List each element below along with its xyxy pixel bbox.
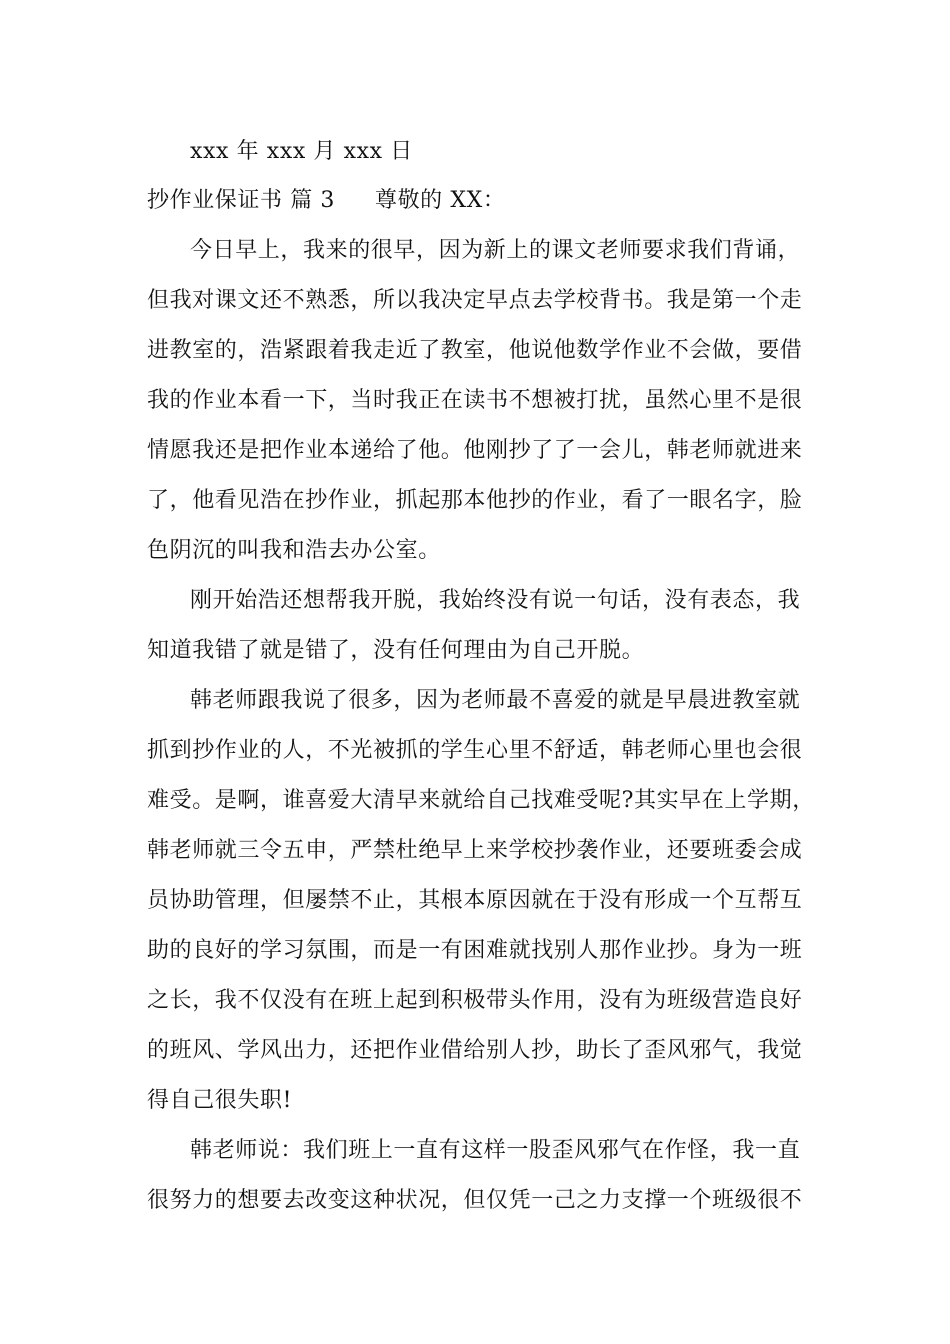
paragraph-1-line-4: 我的作业本看一下，当时我正在读书不想被打扰，虽然心里不是很 bbox=[147, 388, 803, 413]
heading-line bbox=[147, 187, 807, 215]
salutation: 尊敬的 XX： bbox=[374, 188, 506, 213]
paragraph-4-line-1: 韩老师说：我们班上一直有这样一股歪风邪气在作怪，我一直 bbox=[190, 1138, 801, 1163]
date-line: xxx 年 xxx 月 xxx 日 bbox=[190, 139, 413, 164]
paragraph-3-line-3: 难受。是啊，谁喜爱大清早来就给自己找难受呢?其实早在上学期， bbox=[147, 788, 815, 813]
paragraph-1-line-2: 但我对课文还不熟悉，所以我决定早点去学校背书。我是第一个走 bbox=[147, 288, 803, 313]
paragraph-3-line-7: 之长，我不仅没有在班上起到积极带头作用，没有为班级营造良好 bbox=[147, 988, 803, 1013]
paragraph-3-line-8: 的班风、学风出力，还把作业借给别人抄，助长了歪风邪气，我觉 bbox=[147, 1038, 803, 1063]
paragraph-2-line-2: 知道我错了就是错了，没有任何理由为自己开脱。 bbox=[147, 638, 645, 663]
paragraph-3-line-1: 韩老师跟我说了很多，因为老师最不喜爱的就是早晨进教室就 bbox=[190, 688, 801, 713]
paragraph-1-line-6: 了，他看见浩在抄作业，抓起那本他抄的作业，看了一眼名字，脸 bbox=[147, 488, 803, 513]
paragraph-1-line-5: 情愿我还是把作业本递给了他。他刚抄了了一会儿，韩老师就进来 bbox=[147, 438, 803, 463]
paragraph-3-line-9: 得自己很失职! bbox=[147, 1088, 293, 1113]
paragraph-2-line-1: 刚开始浩还想帮我开脱，我始终没有说一句话，没有表态，我 bbox=[190, 588, 801, 613]
paragraph-3-line-5: 员协助管理，但屡禁不止，其根本原因就在于没有形成一个互帮互 bbox=[147, 888, 803, 913]
document-title: 抄作业保证书 篇 3 bbox=[147, 188, 335, 213]
paragraph-3-line-4: 韩老师就三令五申，严禁杜绝早上来学校抄袭作业，还要班委会成 bbox=[147, 838, 803, 863]
paragraph-3-line-6: 助的良好的学习氛围，而是一有困难就找别人那作业抄。身为一班 bbox=[147, 938, 803, 963]
paragraph-4-line-2: 很努力的想要去改变这种状况，但仅凭一己之力支撑一个班级很不 bbox=[147, 1188, 803, 1213]
paragraph-1-line-1: 今日早上，我来的很早，因为新上的课文老师要求我们背诵， bbox=[190, 238, 801, 263]
paragraph-1-line-7: 色阴沉的叫我和浩去办公室。 bbox=[147, 538, 441, 563]
paragraph-3-line-2: 抓到抄作业的人，不光被抓的学生心里不舒适，韩老师心里也会很 bbox=[147, 738, 803, 763]
paragraph-1-line-3: 进教室的，浩紧跟着我走近了教室，他说他数学作业不会做，要借 bbox=[147, 338, 803, 363]
